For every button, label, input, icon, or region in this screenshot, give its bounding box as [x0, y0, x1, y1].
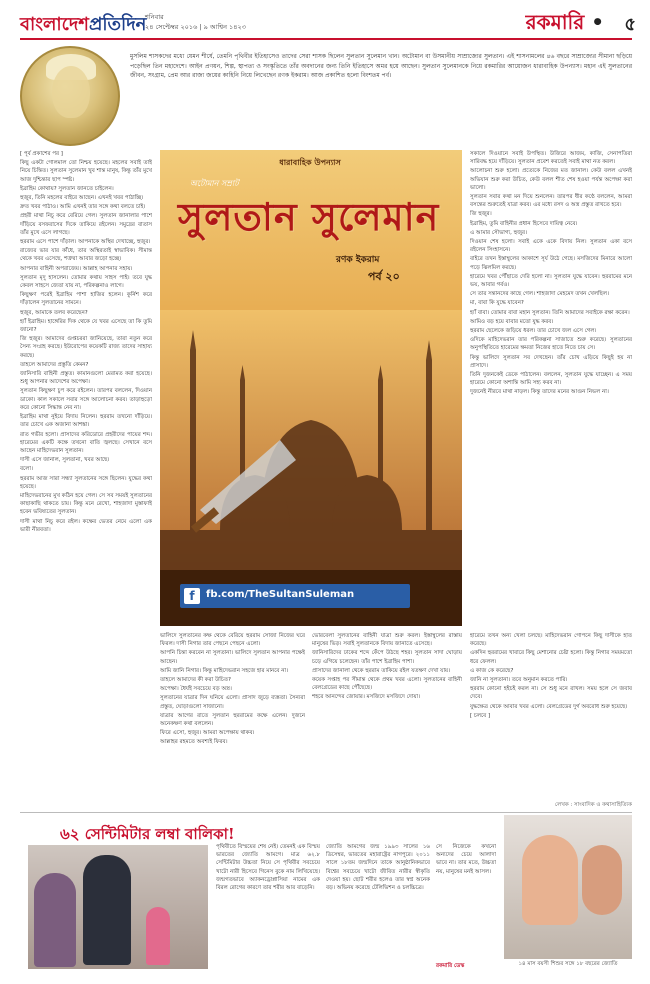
portrait-face — [52, 66, 90, 118]
paragraph: আমি জানি নিগার। কিন্তু মাহিদেভরান সহজে হার মানবে না। — [160, 667, 289, 674]
paragraph: ইব্রাহিম কোথায়? সুলতান জানতে চাইলেন। — [20, 185, 114, 192]
paragraph: হুজুর, তিনি মহলের বাইরে আছেন। এখনই খবর পাঠাচ্ছি। — [20, 195, 144, 202]
facebook-icon: f — [184, 588, 200, 604]
paragraph: জানিসারি বাহিনী প্রস্তুত। কামানগুলো মেরামত করা হয়েছে। শুধু আপনার আদেশের অপেক্ষা। — [20, 371, 152, 386]
paragraph: তাহলে আমাদের কী করা উচিত? — [160, 677, 231, 684]
section-title: রকমারি • — [525, 10, 604, 34]
paragraph: ভোরবেলা সুলতানের বাহিনী যাত্রা শুরু করল। ইস্তাম্বুলের রাস্তায় মানুষের ভিড়। সবাই সুলতানকে বিদায় জানাতে এসেছে। — [312, 633, 462, 648]
paragraph: সুলতান মৃদু হাসলেন। তোমার কথায় সাহস পাই। তবে যুদ্ধ কেবল সাহসে জেতা যায় না, পরিকল্পনাও লাগে। — [20, 274, 152, 290]
paragraph: অপেক্ষা। ধৈর্যই সবচেয়ে বড় অস্ত্র। — [160, 686, 232, 693]
feature-headline: ৬২ সেন্টিমিটার লম্বা বালিকা! — [60, 825, 235, 843]
article-column-b — [312, 632, 462, 810]
section-name: রকমারি — [525, 10, 585, 34]
paragraph: মাহিদেভরানের মুখ কঠিন হয়ে গেল। সে সব সময়ই সুলতানের কাছাকাছি থাকতে চায়। কিন্তু মনে রেখো, শাহজাদা মুস্তাফাই হবেন ভবিষ্যতের সুলতান। — [20, 492, 152, 516]
paragraph: আমিও বড় হয়ে বাবার মতো যুদ্ধ করব। — [470, 318, 554, 325]
paragraph: একদিন হুররামের খাবারে কিছু মেশানোর চেষ্টা হলো। কিন্তু নিগার সময়মতো ধরে ফেলল। — [470, 650, 632, 665]
paragraph: হুররাম আজ সারা সন্ধ্যা সুলতানের সঙ্গে ছিলেন। যুদ্ধের কথা হয়েছে। — [20, 475, 152, 490]
paragraph: তাহলে আমাদের প্রস্তুতি কেমন? — [20, 361, 89, 368]
paragraph: দাসী মাথা নিচু করে রইল। কক্ষের ভেতর নেমে এলো এক ভারী নীরবতা। — [20, 518, 152, 533]
paragraph: কয়েক সপ্তাহ পর সীমান্ত থেকে প্রথম খবর এলো। সুলতানের বাহিনী বেলগ্রেডের কাছে পৌঁছেছে। — [312, 677, 462, 692]
paragraph: হারেমে তখন অন্য খেলা চলছে। মাহিদেভরান গোপনে কিছু দাসীকে হাত করেছে। — [470, 633, 632, 648]
paragraph: কিছুক্ষণ পরেই ইব্রাহিম পাশা হাজির হলেন। কুর্নিশ করে দাঁড়ালেন সুলতানের সামনে। — [20, 292, 152, 307]
article-column-1 — [20, 150, 152, 800]
paragraph: আপনার বাহিনী অপরাজেয়। আল্লাহ আপনার সহায়। — [20, 265, 133, 272]
paragraph: জানিসারিদের ঢাকের শব্দে কেঁপে উঠছে শহর। সুলতান সাদা ঘোড়ায় চড়ে এগিয়ে চলেছেন। তাঁর পাশে ইব্রাহিম পাশা। — [312, 650, 462, 665]
paragraph: কিন্তু ভালিদে সুলতান সব দেখছেন। তাঁর চোখ এড়িয়ে কিছুই হয় না প্রাসাদে। — [470, 354, 632, 369]
paragraph: বাইরে তখন ইস্তাম্বুলের আকাশে সূর্য উঠে গেছে। মসজিদের মিনারে আলো পড়ে ঝিলমিল করছে। — [470, 256, 632, 271]
paragraph: দুজনেই নীরবে মাথা নাড়ল। কিন্তু তাদের মনের আগুন নিভল না। — [470, 389, 609, 396]
paragraph: ইব্রাহিম, তুমি বাহিনীর প্রধান হিসেবে দায়িত্ব নেবে। — [470, 220, 578, 227]
date-block — [145, 12, 246, 32]
article-column-a — [160, 632, 305, 810]
paragraph: ওদিকে মাহিদেভরান তার পরিকল্পনা সাজাতে শুরু করেছে। সুলতানের অনুপস্থিতিতে হারেমের ক্ষমতা নিজের হাতে নিতে চায় সে। — [470, 337, 632, 352]
paragraph: ফিরে এসো, হুজুর। আমরা অপেক্ষায় থাকব। — [160, 730, 255, 737]
page-number: ৫ — [624, 14, 636, 35]
feature-credit: রকমারি ডেস্ক — [436, 963, 465, 969]
serial-title: সুলতান সুলেমান — [178, 194, 440, 239]
bottom-feature — [20, 812, 632, 972]
feature-photo-group — [28, 845, 208, 969]
paragraph: হুররাম ছেলেকে জড়িয়ে ধরল। তার চোখে জল এসে গেল। — [470, 328, 597, 335]
facebook-url: fb.com/TheSultanSuleman — [206, 589, 355, 600]
paragraph: সুলতান কিছুক্ষণ চুপ করে রইলেন। তারপর বললেন, দিওয়ান ডাকো। কাল সকালে সবার সঙ্গে আলোচনা করব। তাড়াহুড়ো করে কোনো সিদ্ধান্ত নেব না। — [20, 388, 152, 411]
article-column-4 — [470, 150, 632, 628]
paragraph: এ কাজ কে করেছে? — [470, 667, 514, 674]
paragraph: দ্রুত খবর পাঠাও। আমি এখনই তার সঙ্গে কথা বলতে চাই। — [20, 204, 146, 211]
paragraph: সে তার সন্তানদের কাছে গেল। শাহজাদা মেহমেদ তখন খেলছিল। — [470, 291, 609, 298]
paragraph: যাত্রার আগের রাতে সুলতান হুররামের কক্ষে এলেন। দুজনে অনেকক্ষণ কথা বললেন। — [160, 712, 305, 728]
paragraph: হ্যাঁ ইব্রাহিম। হাঙ্গেরির দিক থেকে যে খবর এসেছে তা কি তুমি জানো? — [20, 318, 152, 334]
weekday: শনিবার — [145, 13, 164, 21]
paragraph: হুররাম কোনো হইচই করল না। সে শুধু মনে রাখল। সময় হলে সে জবাব দেবে। — [470, 686, 632, 701]
paragraph: দাসী এসে জানাল, সুলতানা, খবর আছে। — [20, 457, 110, 464]
paragraph: সুলতানের যাত্রার দিন ঘনিয়ে এলো। প্রাসাদ জুড়ে ব্যস্ততা। সৈন্যরা প্রস্তুত, ঘোড়াগুলো সাজানো। — [160, 695, 305, 710]
paragraph: হ্যাঁ বাবা। তোমার বাবা মহান সুলতান। তিনি আমাদের সবাইকে রক্ষা করেন। — [470, 309, 630, 316]
intro-text: মুসলিম শাসকদের মধ্যে যেমন শীর্ষে, তেমনি পৃথিবীর ইতিহাসেও তাদের সেরা শাসক ছিলেন সুলতান সুলেমান খান। অটোমান বা উসমানীয় সাম্রাজ্যের সুলতান। এই শাসনামলের ৪৬ বছরে সাম্রাজ্যের সীমানা ছড়িয়ে পড়েছিল তিন মহাদেশে। আইন প্রণয়ন, শিল্প, স্থাপত্য ও সংস্কৃতিতে তাঁর অবদানের জন্য তিনি ইতিহাসে অমর হয়ে আছেন। সুলতান সুলেমানকে নিয়ে রকমারির আয়োজন ধারাবাহিক উপন্যাস। মহান এই সুলতানের জীবন, সংগ্রাম, প্রেম আর রাজ্য জয়ের কাহিনি নিয়ে লিখেছেন রণক ইকরাম। আজ প্রকাশিত হলো বিংশতম পর্ব। — [130, 53, 632, 80]
paragraph: কিছু একটা গোলমাল তো নিশ্চয় হয়েছে। মহলের সবাই তাই নিয়ে চিন্তিত। সুলতান সুলেমান খুব শান্ত মানুষ, কিন্তু তাঁর মুখে আজ দুশ্চিন্তার ছাপ স্পষ্ট। — [20, 160, 152, 183]
newspaper-logo — [20, 10, 146, 41]
photo-child-1 — [522, 835, 578, 925]
paragraph: ভালিদে সুলতানের কক্ষ থেকে বেরিয়ে হুররাম সোজা নিজের ঘরে ফিরল। দাসী নিগার তার পেছনে পেছনে এলো। — [160, 633, 305, 648]
paragraph: হুজুর, আমাকে তলব করেছেন? — [20, 309, 88, 316]
paragraph: [ চলবে ] — [470, 712, 491, 719]
paragraph: প্রাসাদের জানালা থেকে হুররাম তাকিয়ে রইল যতক্ষণ দেখা যায়। — [312, 667, 451, 674]
paragraph: আল্লাহর রহমতে অবশ্যই ফিরব। — [160, 739, 228, 746]
paragraph: ইব্রাহিম মাথা নুইয়ে বিদায় নিলেন। হুররাম তখনো দাঁড়িয়ে। তার চোখে এক অজানা আশঙ্কা। — [20, 414, 152, 429]
intro-section — [20, 46, 632, 146]
feature-photo-caption: ১৪ মাস বয়সী শিশুর সঙ্গে ১৮ বছরের জ্যোতি — [518, 961, 618, 967]
article-column-c — [470, 632, 632, 810]
paragraph: হুররাম এসে পাশে দাঁড়াল। আপনাকে অস্থির দেখাচ্ছে, হুজুর। — [20, 239, 151, 246]
paragraph: দিওয়ান শেষ হলো। সবাই একে একে বিদায় নিল। সুলতান একা বসে রইলেন সিংহাসনে। — [470, 239, 632, 254]
paragraph: বলো। — [20, 466, 33, 473]
paragraph: রাত গভীর হলো। প্রাসাদের করিডোরে প্রহরীদের পায়ের শব্দ। হারেমের একটি কক্ষে তখনো বাতি জ্বলছে। সেখানে বসে আছেন মাহিদেভরান সুলতান। — [20, 431, 152, 454]
paragraph: জানি না সুলতানা। তবে অনুমান করতে পারি। — [470, 677, 568, 684]
paragraph: [ পূর্ব প্রকাশের পর ] — [20, 151, 63, 157]
paragraph: তিনি দুজনকেই ডেকে পাঠালেন। বললেন, সুলতান যুদ্ধে যাচ্ছেন। এ সময় হারেমে কোনো অশান্তি আমি সহ্য করব না। — [470, 372, 632, 387]
photo-child-2 — [582, 845, 622, 915]
sultan-portrait-icon — [20, 46, 120, 146]
serial-banner — [160, 150, 462, 626]
logo-main-text: বাংলাদেশ — [20, 14, 89, 35]
photo-person-woman — [34, 873, 76, 967]
paragraph: এ আমার সৌভাগ্য, হুজুর। — [470, 229, 528, 236]
paragraph: যুদ্ধক্ষেত্র থেকে আবার খবর এলো। বেলগ্রেডের দুর্গ অবরোধ শুরু হয়েছে। — [470, 703, 628, 710]
issue-date: ২৪ সেপ্টেম্বর ২০১৬ | ৯ আশ্বিন ১৪২৩ — [145, 23, 246, 31]
photo-person-man — [83, 855, 131, 965]
serial-subtitle: অটোমান সম্রাট — [190, 179, 239, 188]
serial-part: পর্ব ২০ — [368, 270, 400, 283]
paragraph: মা, বাবা কি যুদ্ধে যাবেন? — [470, 300, 524, 307]
mosque-illustration — [160, 310, 462, 626]
paragraph: সকালে দিওয়ানে সবাই উপস্থিত। উজিরে আজম, কাজি, সেনাপতিরা সারিবদ্ধ হয়ে দাঁড়িয়ে। সুলতান প্রবেশ করতেই সবাই মাথা নত করল। — [470, 151, 632, 166]
photo-person-girl — [146, 907, 170, 965]
paragraph: প্রহরী মাথা নিচু করে বেরিয়ে গেল। সুলতান জানালার পাশে দাঁড়িয়ে বসফরাসের দিকে তাকিয়ে রইলেন। সমুদ্রের বাতাস তাঁর মুখে এসে লাগছে। — [20, 213, 152, 236]
feature-text-2: জ্যোতি আমগের জন্ম ১৯৯৩ সালের ১৬ ডিসেম্বর, ভারতের মহারাষ্ট্রের নাগপুরে। ২০১১ সালে ১৮তম জন্মদিনে তাকে আনুষ্ঠানিকভাবে বিশ্বের সবচেয়ে খাটো জীবিত নারীর স্বীকৃতি দেওয়া হয়। ছোট শরীর হলেও তার স্বপ্ন অনেক বড়। অভিনয় করেছে টেলিভিশন ও চলচ্চিত্রে। — [326, 844, 430, 892]
paragraph: শহরে আনন্দের জোয়ার। মসজিদে মসজিদে দোয়া। — [312, 694, 421, 701]
feature-text-3: সে নিজেকে কখনো অন্যদের চেয়ে আলাদা ভাবে না। তার মতে, উচ্চতা নয়, মানুষের মনই আসল। — [436, 844, 496, 875]
paragraph: আলোচনা শুরু হলো। প্রত্যেকে নিজের মত জানাল। কেউ বলল এখনই অভিযান শুরু করা উচিত, কেউ বলল শীত শেষ হওয়া পর্যন্ত অপেক্ষা করা ভালো। — [470, 168, 632, 191]
header-divider — [20, 38, 632, 40]
paragraph: রাজ্যের ভার যার কাঁধে, তার অস্থিরতাই স্বাভাবিক। সীমান্ত থেকে খবর এসেছে, শত্রুরা আবার জড়ো হচ্ছে। — [20, 248, 152, 263]
feature-photo-children — [504, 815, 632, 959]
paragraph: জি হুজুর। আমাদের গুপ্তচররা জানিয়েছে, তারা নতুন করে সৈন্য সংগ্রহ করছে। ইউরোপের কয়েকটি রাজ্য তাদের সাহায্য করছে। — [20, 336, 152, 359]
serial-tag: ধারাবাহিক উপন্যাস — [279, 158, 341, 167]
serial-author: রণক ইকরাম — [336, 255, 380, 265]
paragraph: হারেমে খবর পৌঁছাতে দেরি হলো না। সুলতান যুদ্ধে যাবেন। হুররামের মনে ভয়, আবার গর্বও। — [470, 273, 632, 289]
facebook-link[interactable] — [180, 584, 410, 608]
author-note: লেখক : সাংবাদিক ও কথাসাহিত্যিক — [554, 802, 632, 808]
paragraph: জি হুজুর। — [470, 211, 492, 218]
feature-text-1: পৃথিবীতে বিস্ময়ের শেষ নেই। তেমনই এক বিস্ময় ভারতের জ্যোতি আমগে। মাত্র ৬২.৮ সেন্টিমিটার উচ্চতা নিয়ে সে পৃথিবীর সবচেয়ে খাটো নারী হিসেবে গিনেস বুকে নাম লিখিয়েছে। জন্মগতভাবে অ্যাকনড্রোপ্লাসিয়া নামের এক বিরল রোগের কারণে তার শরীর আর বাড়েনি। — [216, 844, 320, 892]
logo-accent-text: প্রতিদিন — [88, 14, 147, 35]
paragraph: সুলতান সবার কথা মন দিয়ে শুনলেন। তারপর ধীর কণ্ঠে বললেন, আমরা বসন্তের শুরুতেই যাত্রা করব। এর মধ্যে রসদ ও অস্ত্র প্রস্তুত রাখতে হবে। — [470, 194, 632, 209]
paragraph: আপনি চিন্তা করবেন না সুলতানা। ভালিদে সুলতান আপনার পক্ষেই আছেন। — [160, 650, 305, 665]
